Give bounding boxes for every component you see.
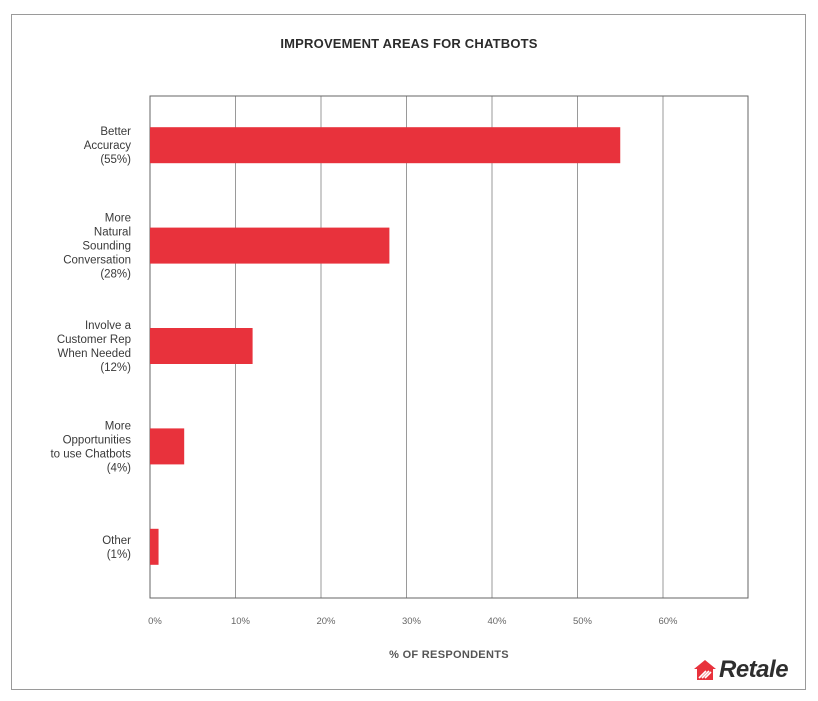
- x-tick-label: 10%: [230, 616, 251, 627]
- retale-logo: [693, 656, 788, 684]
- category-label: Opportunities: [62, 434, 131, 447]
- category-label: More: [104, 420, 131, 433]
- bars: [150, 127, 620, 565]
- chart-title: IMPROVEMENT AREAS FOR CHATBOTS: [280, 36, 538, 51]
- x-tick-label: 20%: [316, 616, 336, 627]
- category-label: Accuracy: [83, 140, 131, 153]
- grid-lines: [236, 96, 664, 598]
- category-label: (28%): [100, 268, 131, 281]
- category-label: Better: [100, 126, 131, 139]
- bar: [150, 428, 184, 464]
- x-tick-label: 50%: [572, 616, 593, 627]
- category-label: (1%): [106, 548, 131, 561]
- category-label: Natural: [93, 226, 131, 239]
- category-label: When Needed: [57, 348, 131, 360]
- x-axis-label: % OF RESPONDENTS: [389, 649, 509, 661]
- x-tick-label: 60%: [658, 616, 678, 627]
- category-label: Other: [102, 534, 131, 547]
- bar: [150, 228, 389, 264]
- bar: [150, 328, 253, 364]
- category-label: (12%): [100, 362, 131, 374]
- logo-text: Retale: [719, 656, 789, 683]
- bar: [150, 127, 620, 163]
- house-logo-icon: [693, 659, 717, 681]
- category-labels: [50, 126, 131, 561]
- bar: [150, 529, 159, 565]
- category-label: Conversation: [63, 254, 131, 267]
- x-tick-label: 40%: [487, 616, 507, 627]
- x-tick-label: 30%: [401, 616, 422, 627]
- category-label: More: [104, 212, 131, 225]
- category-label: to use Chatbots: [50, 448, 131, 461]
- category-label: Customer Rep: [56, 334, 131, 346]
- category-label: Involve a: [84, 320, 131, 332]
- x-tick-label: 0%: [148, 616, 162, 627]
- category-label: Sounding: [82, 240, 131, 253]
- category-label: (55%): [100, 154, 131, 167]
- x-tick-labels: [148, 616, 678, 627]
- category-label: (4%): [106, 462, 131, 475]
